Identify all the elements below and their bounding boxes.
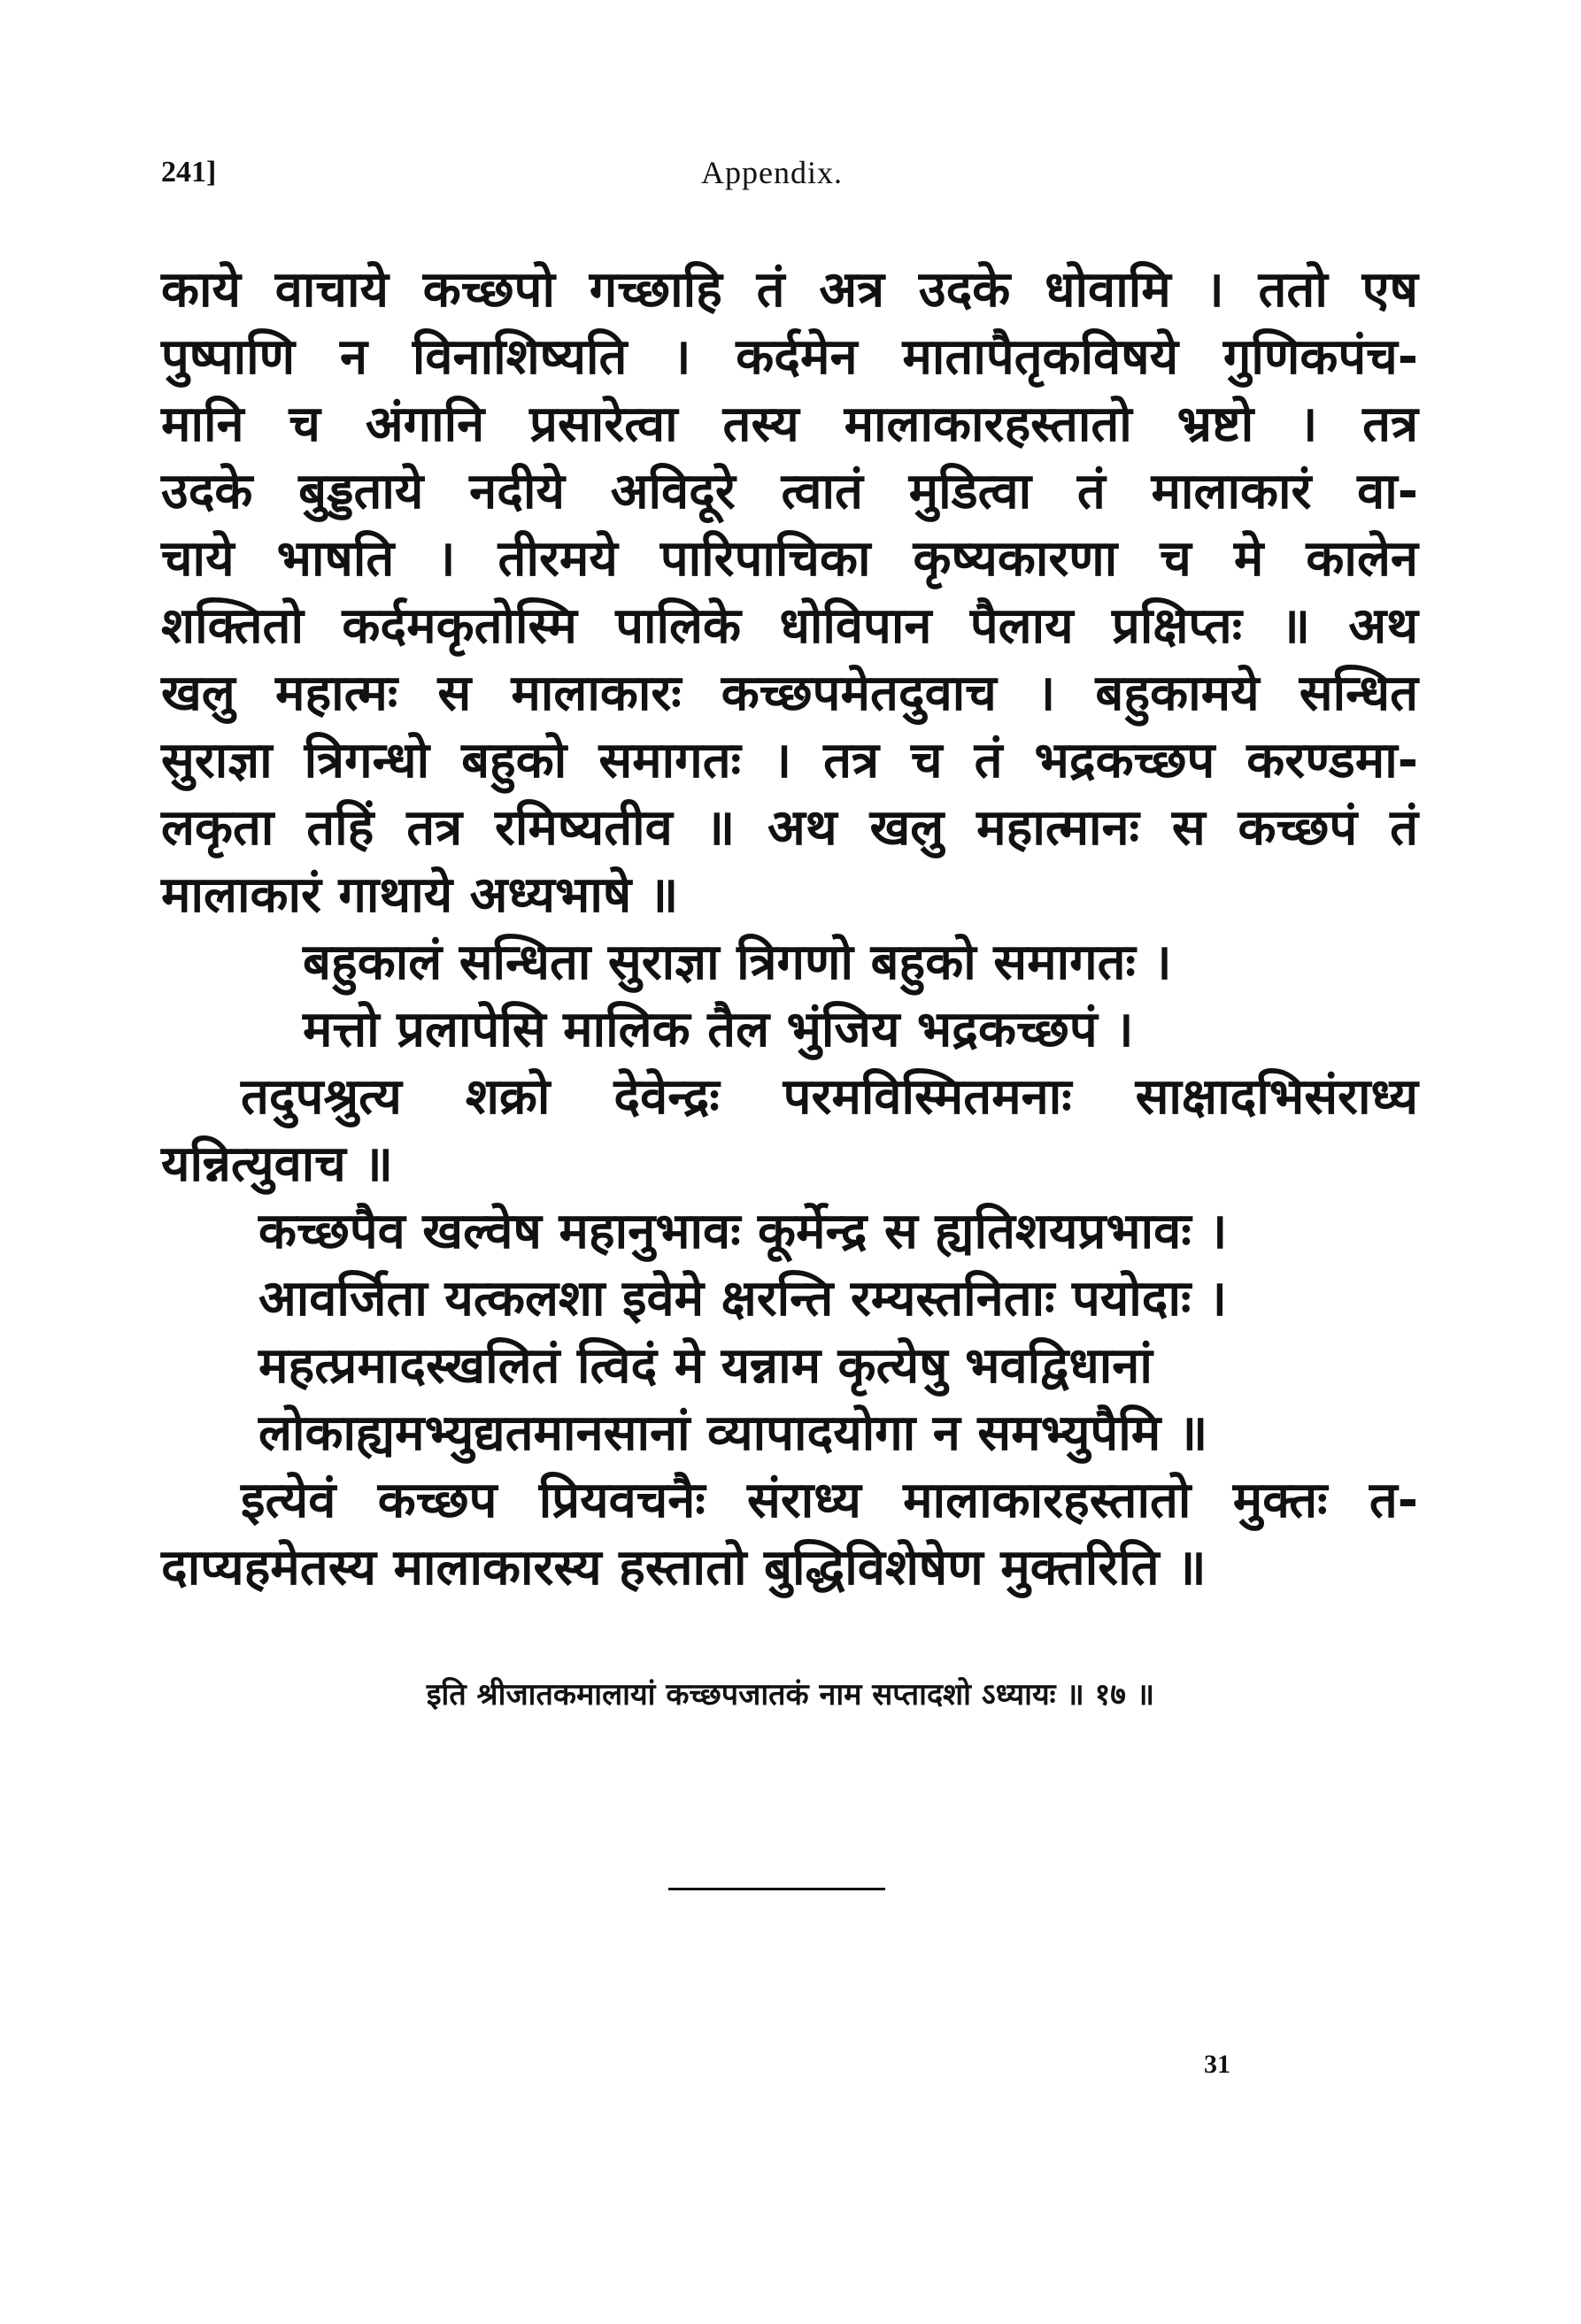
prose-line: उदके बुड्डताये नदीये अविदूरे त्वातं मुडित्वा तं मालाकारं वा-	[161, 463, 1418, 520]
section-number: 241]	[161, 156, 217, 189]
prose-line: दाप्यहमेतस्य मालाकारस्य हस्तातो बुद्धिविशेषेण मुक्तरिति ॥	[161, 1539, 1207, 1597]
body-text	[161, 257, 1418, 1602]
prose-line: लकृता तहिं तत्र रमिष्यतीव ॥ अथ खलु महात्मानः स कच्छपं तं	[161, 799, 1418, 857]
prose-line: चाये भाषति । तीरमये पारिपाचिका कृष्यकारणा च मे कालेन	[161, 530, 1418, 588]
verse-line: मत्तो प्रलापेसि मालिक तैल भुंजिय भद्रकच्छपं ।	[303, 1001, 1134, 1058]
verse-line: लोकाह्यमभ्युद्यतमानसानां व्यापादयोगा न समभ्युपैमि ॥	[258, 1404, 1208, 1462]
section-divider	[668, 1888, 885, 1890]
prose-line: खलु महात्मः स मालाकारः कच्छपमेतदुवाच । बहुकामये सन्धित	[161, 665, 1418, 722]
prose-line: काये वाचाये कच्छपो गच्छाहि तं अत्र उदके धोवामि । ततो एष	[161, 261, 1418, 319]
page-number: 31	[1204, 2050, 1230, 2079]
running-title: Appendix.	[701, 155, 843, 190]
prose-line: मानि च अंगानि प्रसारेत्वा तस्य मालाकारहस्तातो भ्रष्टो । तत्र	[161, 396, 1418, 453]
prose-line: इत्येवं कच्छप प्रियवचनैः संराध्य मालाकारहस्तातो मुक्तः त-	[241, 1472, 1418, 1529]
prose-line: शक्तितो कर्दमकृतोस्मि पालिके धोविपान पैलाय प्रक्षिप्तः ॥ अथ	[161, 597, 1418, 655]
page-header	[161, 150, 1418, 204]
prose-line: मालाकारं गाथाये अध्यभाषे ॥	[161, 866, 679, 924]
verse-line: महत्प्रमादस्खलितं त्विदं मे यन्नाम कृत्येषु भवद्विधानां	[258, 1337, 1153, 1395]
prose-line: सुराज्ञा त्रिगन्धो बहुको समागतः । तत्र च तं भद्रकच्छप करण्डमा-	[161, 732, 1418, 789]
prose-line: तदुपश्रुत्य शक्रो देवेन्द्रः परमविस्मितमनाः साक्षादभिसंराध्य	[241, 1068, 1418, 1126]
verse-line: बहुकालं सन्धिता सुराज्ञा त्रिगणो बहुको समागतः ।	[303, 934, 1172, 991]
prose-line: यन्नित्युवाच ॥	[161, 1135, 393, 1193]
prose-line: पुष्पाणि न विनाशिष्यति । कर्दमेन मातापैतृकविषये गुणिकपंच-	[161, 328, 1418, 386]
chapter-colophon: इति श्रीजातकमालायां कच्छपजातकं नाम सप्तादशो ऽध्यायः ॥ १७ ॥	[426, 1677, 1155, 1712]
verse-line: कच्छपैव खल्वेष महानुभावः कूर्मेन्द्र स ह्यतिशयप्रभावः ।	[258, 1203, 1228, 1260]
verse-line: आवर्जिता यत्कलशा इवेमे क्षरन्ति रम्यस्तनिताः पयोदाः ।	[258, 1270, 1228, 1327]
